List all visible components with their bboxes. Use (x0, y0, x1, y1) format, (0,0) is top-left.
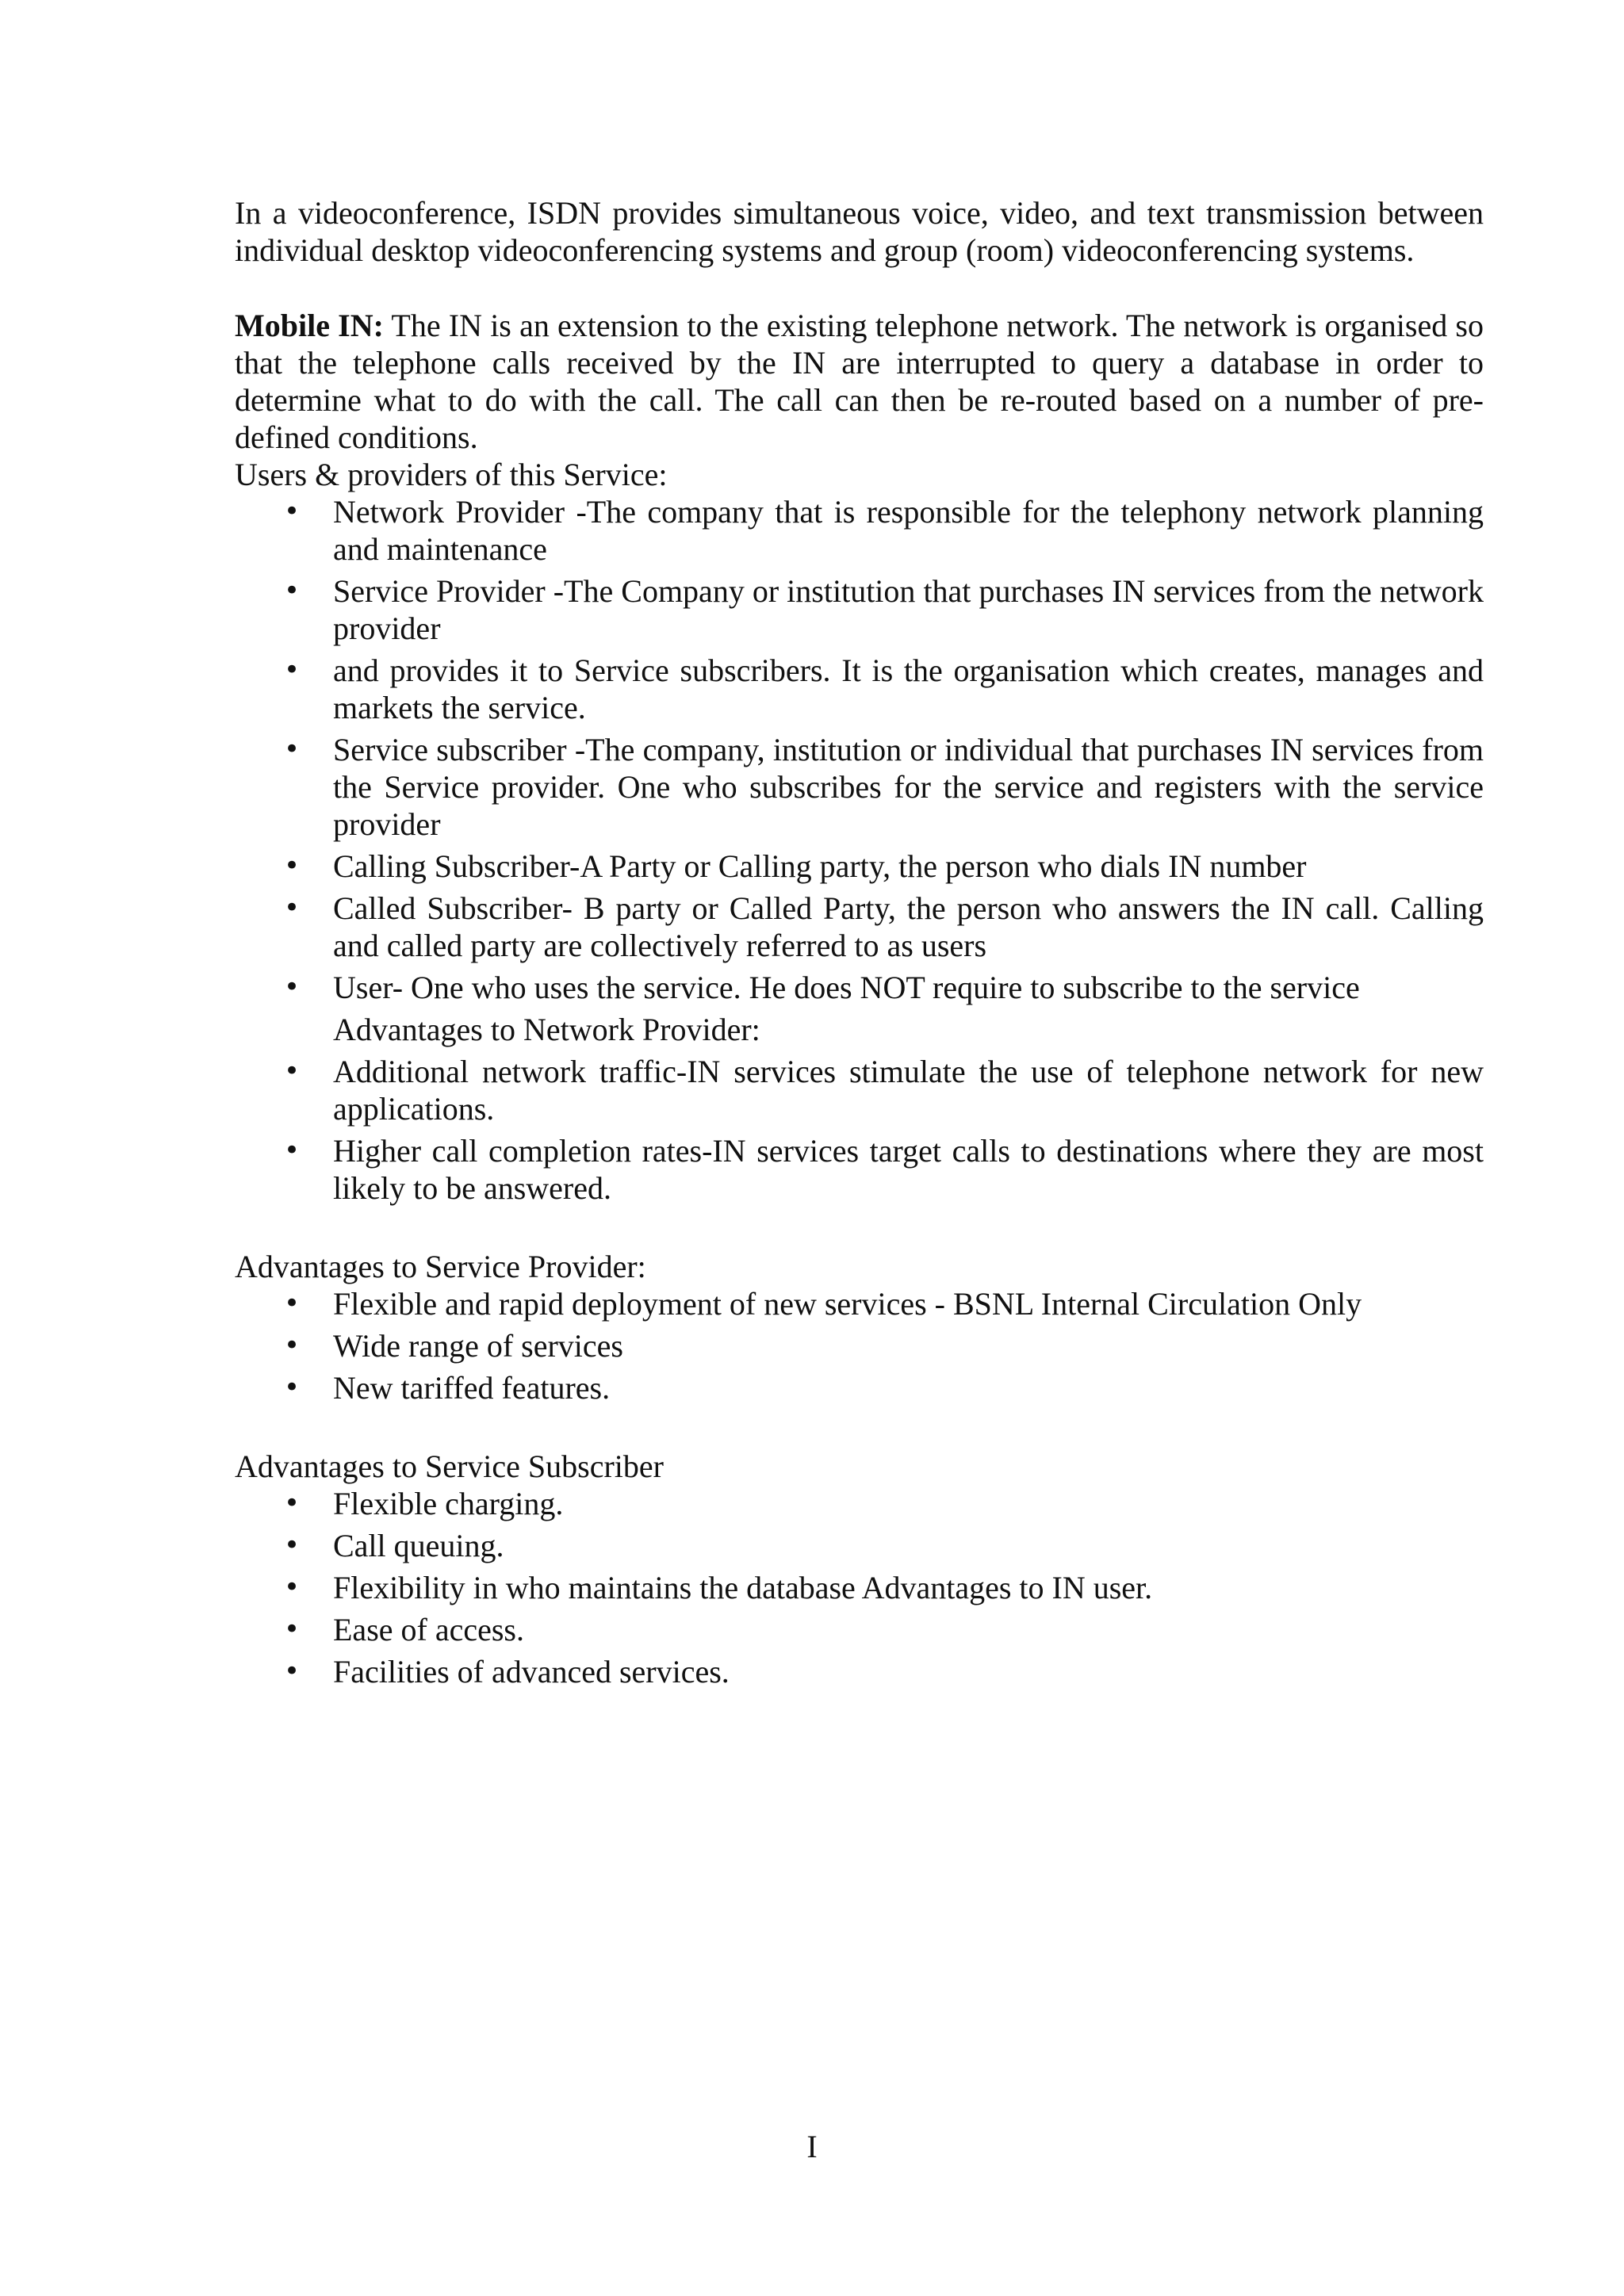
list-item: • Service Provider -The Company or institution that purchases IN services from the network provider (235, 572, 1484, 647)
list-item: • Calling Subscriber-A Party or Calling party, the person who dials IN number (235, 848, 1484, 885)
document-body (235, 194, 1484, 1695)
service-provider-adv-heading: Advantages to Service Provider: (235, 1249, 646, 1284)
network-adv-heading: Advantages to Network Provider: (333, 1012, 760, 1047)
page-number: I (806, 2129, 818, 2164)
mobile-in-lead: Mobile IN: (235, 308, 384, 343)
service-provider-adv-list (235, 1285, 1484, 1406)
list-item: • User- One who uses the service. He does NOT require to subscribe to the service (235, 969, 1484, 1006)
list-item: • New tariffed features. (235, 1369, 1484, 1406)
list-item: • Call queuing. (235, 1527, 1484, 1564)
list-item: • Flexible charging. (235, 1485, 1484, 1522)
list-item: • Ease of access. (235, 1611, 1484, 1648)
list-item: • Wide range of services (235, 1327, 1484, 1364)
users-providers-heading: Users & providers of this Service: (235, 457, 668, 492)
users-providers-list (235, 493, 1484, 1207)
list-item: • Higher call completion rates-IN services target calls to destinations where they are most likely to be answered. (235, 1132, 1484, 1207)
mobile-in-text: The IN is an extension to the existing telephone network. The network is organised so that the telephone calls received by the IN are interrupted to query a database in order to determine what to do with the call. The call can then be re-routed based on a number of pre-defined conditions. (235, 308, 1484, 455)
list-item: • Flexible and rapid deployment of new services - BSNL Internal Circulation Only (235, 1285, 1484, 1322)
list-item: • Service subscriber -The company, institution or individual that purchases IN services from the Service provider. One who subscribes for the service and registers with the service provider (235, 731, 1484, 843)
service-subscriber-adv-list (235, 1485, 1484, 1690)
list-item: • Called Subscriber- B party or Called Party, the person who answers the IN call. Calling and called party are collectively referred to as users (235, 890, 1484, 964)
list-item: • Facilities of advanced services. (235, 1653, 1484, 1690)
list-item: • and provides it to Service subscribers. It is the organisation which creates, manages and markets the service. (235, 652, 1484, 726)
list-item: • Flexibility in who maintains the database Advantages to IN user. (235, 1569, 1484, 1606)
list-item: • Additional network traffic-IN services stimulate the use of telephone network for new applications. (235, 1053, 1484, 1127)
list-item: • Network Provider -The company that is responsible for the telephony network planning and maintenance (235, 493, 1484, 568)
service-subscriber-adv-heading: Advantages to Service Subscriber (235, 1448, 664, 1484)
intro-paragraph: In a videoconference, ISDN provides simultaneous voice, video, and text transmission between individual desktop videoconferencing systems and group (room) videoconferencing systems. (235, 195, 1484, 268)
mobile-in-paragraph (235, 307, 1484, 456)
